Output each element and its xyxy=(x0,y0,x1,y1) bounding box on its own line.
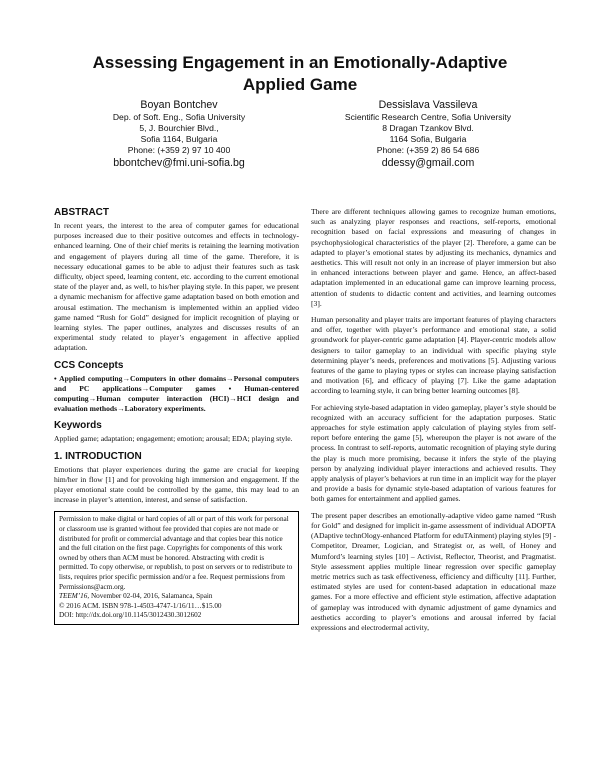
author-email: ddessy@gmail.com xyxy=(381,157,475,169)
permission-box xyxy=(54,511,299,625)
author-block-1 xyxy=(69,98,289,170)
author-email: bbontchev@fmi.uni-sofia.bg xyxy=(113,157,245,169)
keywords-heading: Keywords xyxy=(54,420,102,432)
copyright-line: © 2016 ACM. ISBN 978-1-4503-4747-1/16/11…$15.00 xyxy=(59,601,222,610)
venue-line xyxy=(59,592,294,602)
ccs-heading: CCS Concepts xyxy=(54,359,124,371)
author-phone: Phone: (+359 2) 86 54 686 xyxy=(376,145,480,155)
left-column xyxy=(54,207,299,625)
author-name: Boyan Bontchev xyxy=(140,99,218,111)
keywords-text: Applied game; adaptation; engagement; emotion; arousal; EDA; playing style. xyxy=(54,434,293,444)
introduction-text: Emotions that player experiences during the game are crucial for keeping him/her in flow [1] and for provoking high immersion and engagement. If the player emotional state could be controlled by the game, this may lead to an increase in player’s attention, interest, and sense of satisfaction. xyxy=(54,464,299,505)
ccs-text: • Applied computing→Computers in other domains→Personal computers and PC applications→Computer games • Human-centered computing→Human computer interaction (HCI)→HCI design and evaluation methods→Laboratory experiments. xyxy=(54,373,299,414)
author-address-line: Sofia 1164, Bulgaria xyxy=(140,134,218,144)
body-paragraph: There are different techniques allowing games to recognize human emotions, such as analyzing player responses and reactions, self-reports, emotional recognition based on facial expressions and measuring of changes in psychophysiological characteristics of the player [2]. Therefore, a game can be adapted to player’s emotional states by adjusting its mechanics, dynamics and aesthetics. This will result not only in an increase of player immersion but also in enhanced interactions between player and game. Hence, an affect-based adaptation implemented in an educational game can improve learning process, attention of students to didactic content and activities, and learning outcomes [3]. xyxy=(311,207,556,308)
body-paragraph: For achieving style-based adaptation in video gameplay, player’s style should be recognized with an accuracy sufficient for the adaptation purposes. Static approaches for style estimation apply calculation of playing styles from self-report before entering the game [5], whereupon the player is not aware of the process. In contrast to self-reports, automatic recognition of playing style during the play is much more promising, because it infers the style of the playing person by analyzing individual player interactions and achieved results. They apply analysis of player’s behaviors at run time in an implicit way for the player and provide a basis for dynamic style-based adaptation of various features for both games for entertainment and applied games. xyxy=(311,402,556,504)
introduction-heading: 1. INTRODUCTION xyxy=(54,450,142,462)
author-name: Dessislava Vassileva xyxy=(378,99,478,111)
abstract-text: In recent years, the interest to the area of computer games for educational purposes increased due to their positive outcomes and effects in technology-enhanced learning. One of their chief merits is retaining the learning motivation and engagement of players during all time of the game. Therefore, it is necessary educational games to be able to adjust their features such as task difficulty, object speed, learning content, etc. according to the current emotional state of the player and, as well, to his/her playing style. In this paper, we present a dynamic mechanism for affective game adaptation based on both emotion and arousal estimation. The mechanism is implemented within an applied video game named “Rush for Gold” designed for implicit recognition of playing or learning styles. The paper outlines, analyzes and discusses results of an experimental study related to player’s engagement in affective applied adaptation. xyxy=(54,221,299,353)
doi-line: DOI: http://dx.doi.org/10.1145/3012430.3012602 xyxy=(59,611,202,620)
author-affiliation: Scientific Research Centre, Sofia University xyxy=(344,112,512,122)
author-address-line: 1164 Sofia, Bulgaria xyxy=(389,134,467,144)
author-address-line: 5, J. Bourchier Blvd., xyxy=(139,123,219,133)
paper-title: Assessing Engagement in an Emotionally-Adaptive Applied Game xyxy=(92,53,508,94)
right-column xyxy=(311,207,556,639)
author-address-line: 8 Dragan Tzankov Blvd. xyxy=(382,123,474,133)
venue-details: November 02-04, 2016, Salamanca, Spain xyxy=(89,592,213,601)
body-paragraph: Human personality and player traits are important features of playing characters and offer, together with player’s performance and emotional state, a solid groundwork for player-centric game adaptation [4]. Player-centric models allow designers to tailor gameplay to an individual with specific playing style determining player’s needs, preferences and motivations [5]. Adjusting various features of the game to playing types or styles can increase playing satisfaction and motivation [6], and efficacy of playing [7]. Like the game adaptation according to learning style, it can bring better learning outcomes [8]. xyxy=(311,315,556,396)
author-block-2 xyxy=(318,98,538,170)
permission-text: Permission to make digital or hard copies of all or part of this work for personal or classroom use is granted without fee provided that copies are not made or distributed for profit or commercial advantage and that copies bear this notice and the full citation on the first page. Copyrights for components of this work owned by others than ACM must be honored. Abstracting with credit is permitted. To copy otherwise, or republish, to post on servers or to redistribute to lists, requires prior specific permission and/or a fee. Request permissions from Permissions@acm.org. xyxy=(59,515,293,591)
abstract-heading: ABSTRACT xyxy=(54,207,109,218)
author-affiliation: Dep. of Soft. Eng., Sofia University xyxy=(112,112,246,122)
body-paragraph: The present paper describes an emotionally-adaptive video game named “Rush for Gold” and designed for implicit in-game assessment of individual ADOPTA (ADaptive technOlogy-enhanced Platform for eduTAinment) playing styles [9] - Competitor, Dreamer, Logician, and Strategist or, as well, of Honey and Mumford’s learning styles [10] – Activist, Reflector, Theorist, and Pragmatist. Style assessment applies multiple linear regression over specific gameplay metric metrics such as task effectiveness, efficiency and difficulty [11]. Further, estimated styles are used for content-based adaptation in educational maze games. For a more effective and efficient style estimation, affective adaptation of gameplay was introduced with dynamic adjustment of game dynamics and aesthetics according to player’s emotions and arousal inferred by facial expressions and electrodermal activity, xyxy=(311,510,556,632)
author-phone: Phone: (+359 2) 97 10 400 xyxy=(127,145,231,155)
venue-name: TEEM’16, xyxy=(59,592,90,601)
